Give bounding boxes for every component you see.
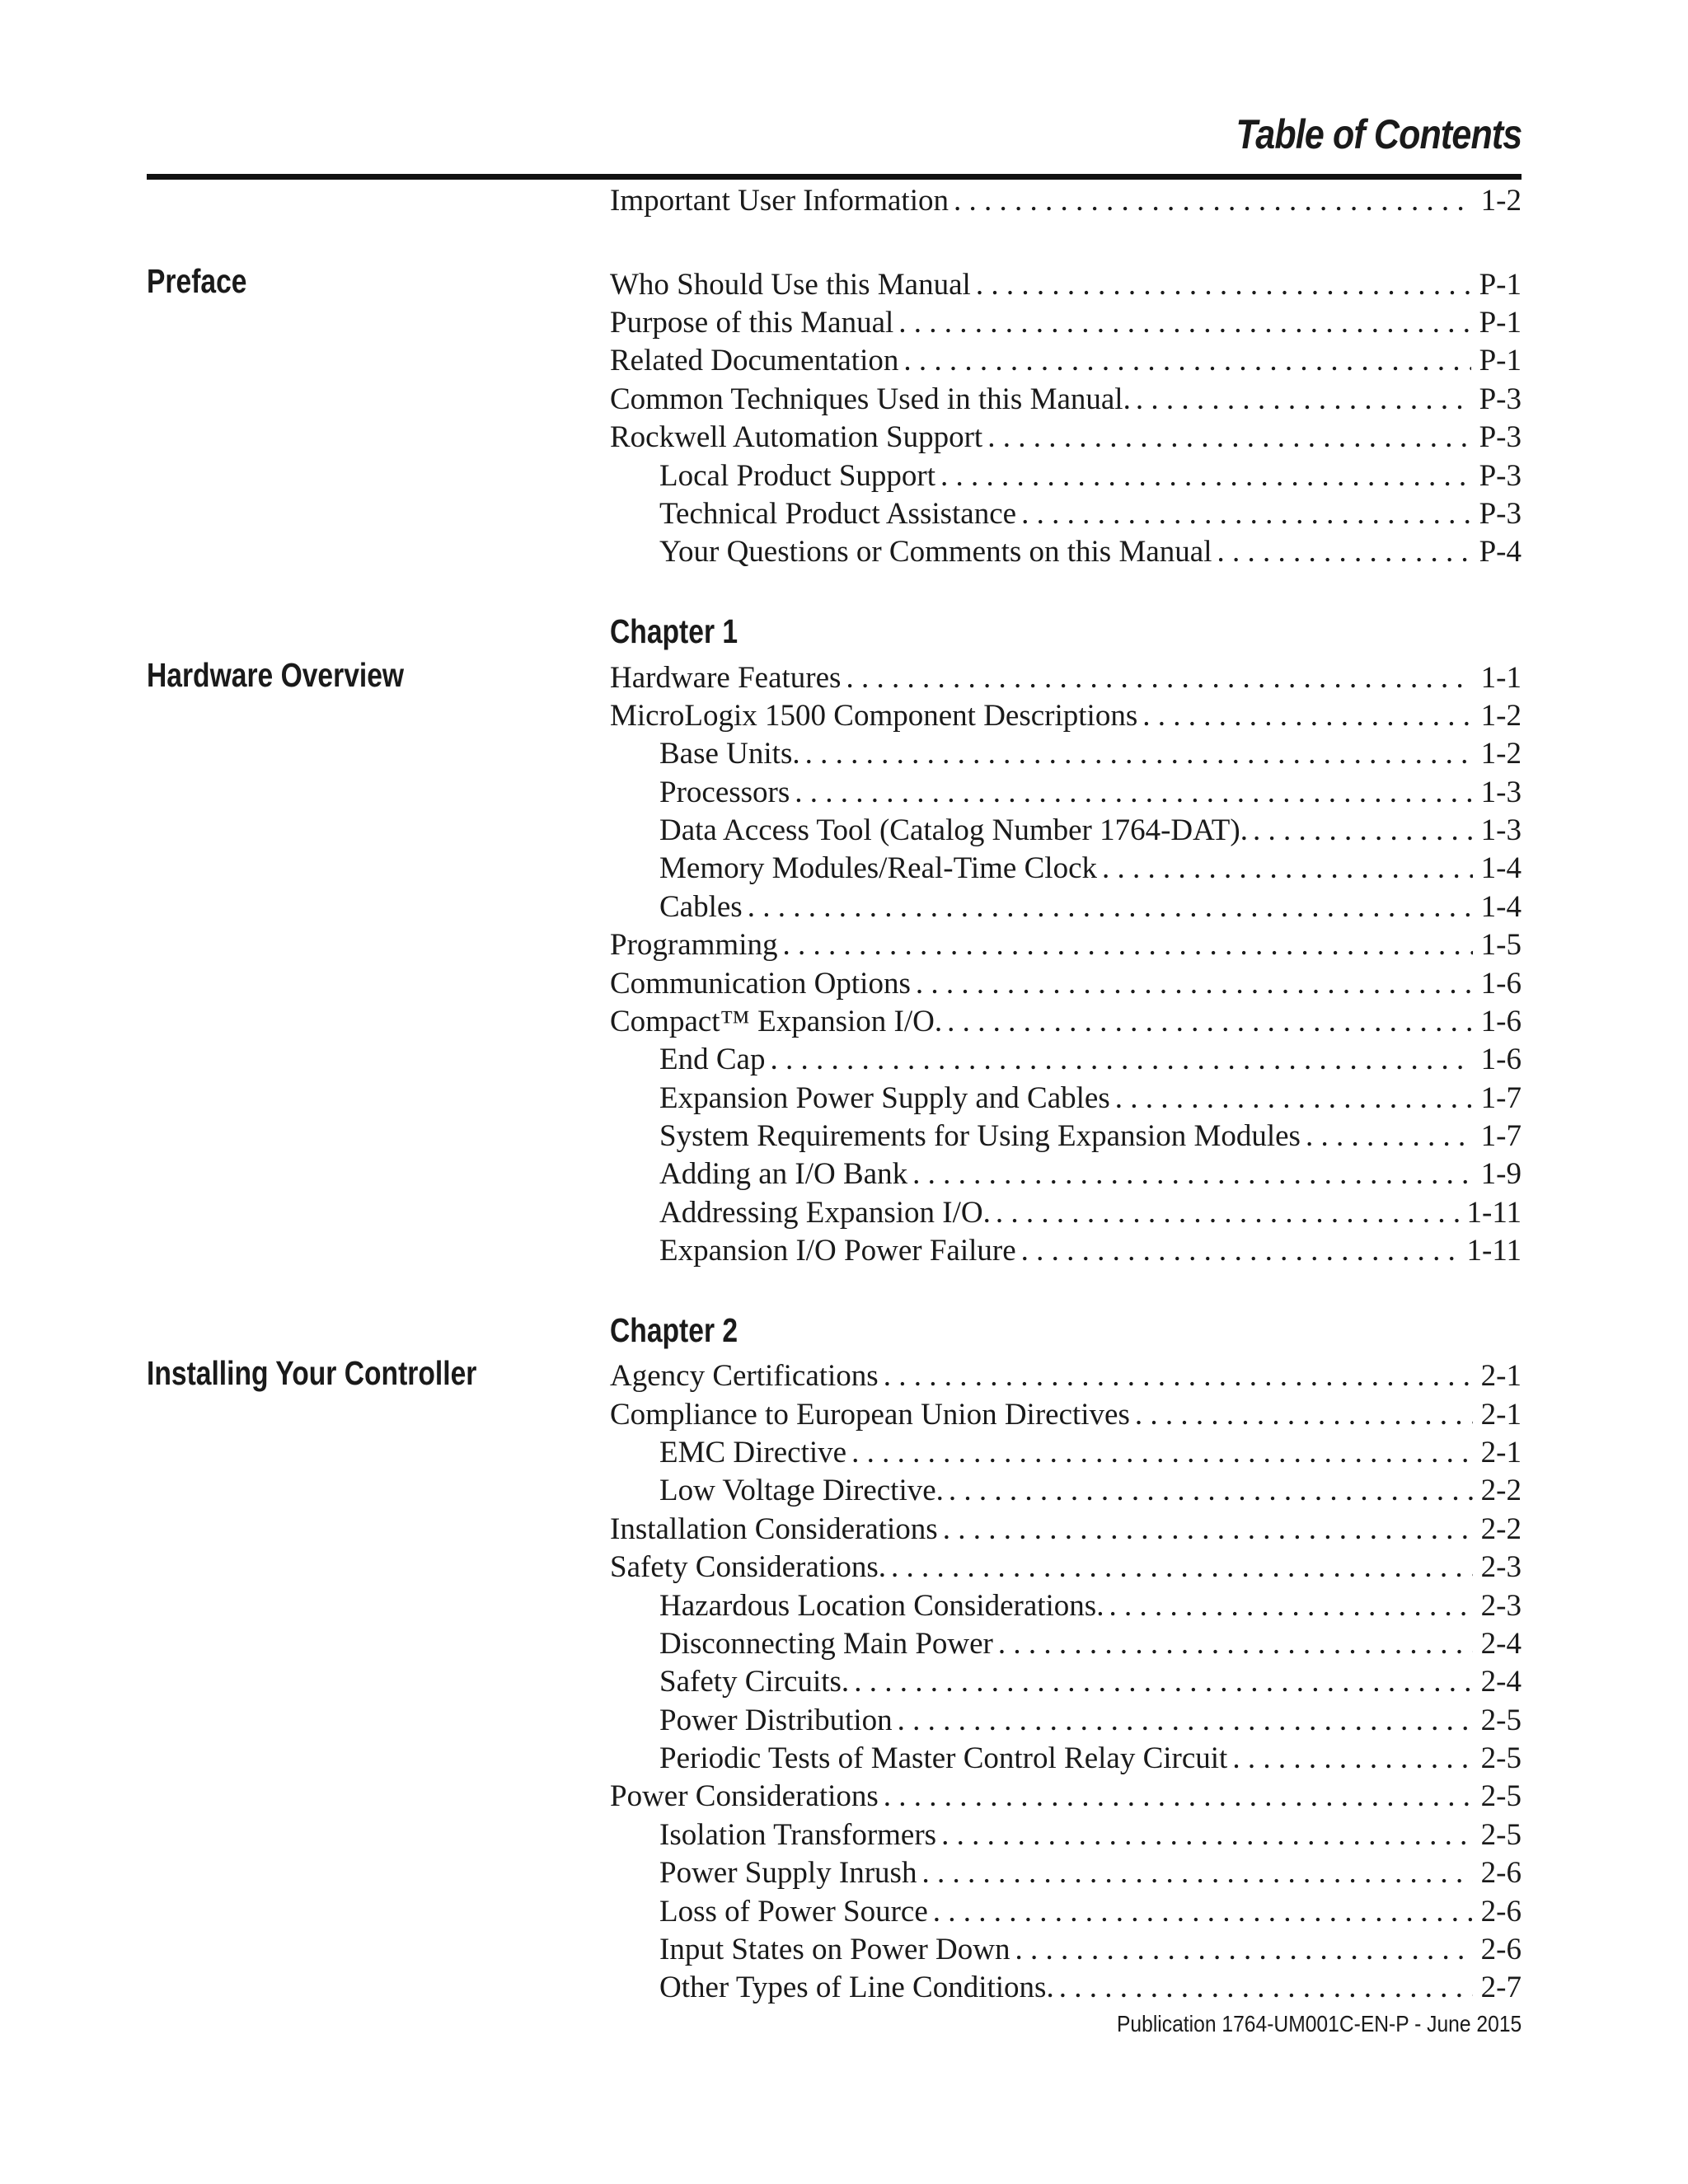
- toc-subentry[interactable]: [659, 888, 1522, 926]
- toc-entry-label: Safety Circuits.: [659, 1665, 850, 1699]
- toc-entry[interactable]: [610, 419, 1522, 457]
- toc-entry-label: Common Techniques Used in this Manual.: [610, 382, 1131, 416]
- toc-entry-page: P-3: [1479, 497, 1522, 531]
- dot-leader: [1135, 1396, 1473, 1434]
- toc-entry-page: 2-6: [1480, 1856, 1522, 1890]
- toc-entry[interactable]: [610, 182, 1522, 220]
- toc-entry-page: 2-2: [1480, 1512, 1522, 1546]
- toc-entry-page: 1-2: [1480, 699, 1522, 733]
- toc-subentry[interactable]: [659, 533, 1522, 571]
- toc-subentry[interactable]: [659, 1893, 1522, 1931]
- toc-entry-label: Important User Information: [610, 184, 949, 218]
- toc-entry[interactable]: [610, 926, 1522, 964]
- dot-leader: [898, 304, 1470, 342]
- toc-entry[interactable]: [610, 1511, 1522, 1549]
- toc-subentry[interactable]: [659, 850, 1522, 888]
- toc-entry-label: Cables: [659, 890, 743, 924]
- toc-entry-label: Rockwell Automation Support: [610, 420, 983, 454]
- dot-leader: [976, 266, 1471, 304]
- toc-entry-page: 1-9: [1480, 1157, 1522, 1191]
- toc-subentry[interactable]: [659, 1587, 1522, 1625]
- toc-entry[interactable]: [610, 697, 1522, 735]
- dot-leader: [1217, 533, 1470, 571]
- toc-entry-page: 2-5: [1480, 1779, 1522, 1813]
- toc-subentry[interactable]: [659, 1472, 1522, 1510]
- toc-subentry[interactable]: [659, 812, 1522, 850]
- toc-subentry[interactable]: [659, 1663, 1522, 1701]
- toc-entry-page: P-1: [1479, 344, 1522, 377]
- dot-leader: [1109, 1587, 1472, 1625]
- toc-entry-page: 2-4: [1480, 1665, 1522, 1699]
- toc-entry-label: Adding an I/O Bank: [659, 1157, 908, 1191]
- toc-entry-label: Input States on Power Down: [659, 1933, 1010, 1966]
- toc-entry-label: Periodic Tests of Master Control Relay Circuit: [659, 1741, 1228, 1775]
- toc-entry-label: System Requirements for Using Expansion Modules: [659, 1119, 1301, 1153]
- dot-leader: [795, 774, 1472, 812]
- dot-leader: [770, 1041, 1472, 1079]
- toc-entry-page: 1-4: [1480, 851, 1522, 885]
- toc-subentry[interactable]: [659, 1702, 1522, 1740]
- dot-leader: [851, 1434, 1473, 1472]
- toc-entry[interactable]: [610, 381, 1522, 419]
- dot-leader: [891, 1549, 1473, 1586]
- toc-entry-page: 1-1: [1480, 661, 1522, 695]
- dot-leader: [1136, 381, 1471, 419]
- toc-entry-page: 2-6: [1480, 1895, 1522, 1929]
- chapter-heading-1: Chapter 1: [610, 612, 738, 650]
- toc-entry[interactable]: [610, 1549, 1522, 1586]
- toc-entry-label: Safety Considerations.: [610, 1550, 887, 1584]
- toc-subentry[interactable]: [659, 1625, 1522, 1663]
- toc-entry-label: MicroLogix 1500 Component Descriptions: [610, 699, 1138, 733]
- toc-subentry[interactable]: [659, 1740, 1522, 1778]
- toc-subentry[interactable]: [659, 1931, 1522, 1969]
- toc-entry-label: Agency Certifications: [610, 1359, 879, 1393]
- dot-leader: [884, 1778, 1473, 1816]
- toc-entry-page: 2-2: [1480, 1474, 1522, 1507]
- toc-entry-label: Compliance to European Union Directives: [610, 1398, 1130, 1432]
- toc-entry-label: Isolation Transformers: [659, 1818, 937, 1852]
- dot-leader: [898, 1702, 1473, 1740]
- toc-subentry[interactable]: [659, 495, 1522, 533]
- toc-entry[interactable]: [610, 266, 1522, 304]
- toc-subentry[interactable]: [659, 1434, 1522, 1472]
- toc-entry-label: Hazardous Location Considerations.: [659, 1589, 1104, 1623]
- toc-entry-label: Power Supply Inrush: [659, 1856, 917, 1890]
- chapter-heading-2: Chapter 2: [610, 1311, 738, 1349]
- dot-leader: [921, 1854, 1472, 1892]
- dot-leader: [912, 1155, 1473, 1193]
- dot-leader: [846, 659, 1472, 697]
- toc-entry-page: P-3: [1479, 382, 1522, 416]
- toc-entry-label: EMC Directive: [659, 1436, 847, 1469]
- toc-entry-page: 2-1: [1480, 1398, 1522, 1432]
- toc-entry[interactable]: [610, 1357, 1522, 1395]
- toc-entry-label: Programming: [610, 928, 778, 962]
- toc-subentry[interactable]: [659, 774, 1522, 812]
- toc-entry-label: Data Access Tool (Catalog Number 1764-DAT).: [659, 813, 1248, 847]
- toc-entry-label: Addressing Expansion I/O.: [659, 1196, 991, 1230]
- toc-entry-page: 2-3: [1480, 1550, 1522, 1584]
- toc-entry-page: 2-6: [1480, 1933, 1522, 1966]
- dot-leader: [748, 888, 1473, 926]
- toc-entry-label: Technical Product Assistance: [659, 497, 1017, 531]
- toc-entry-label: Power Considerations: [610, 1779, 879, 1813]
- toc-entry-label: Loss of Power Source: [659, 1895, 928, 1929]
- toc-entry[interactable]: [610, 304, 1522, 342]
- toc-subentry[interactable]: [659, 1816, 1522, 1854]
- toc-entry-page: 1-6: [1480, 1005, 1522, 1038]
- toc-entry-page: P-1: [1479, 268, 1522, 302]
- dot-leader: [998, 1625, 1473, 1663]
- dot-leader: [1253, 812, 1473, 850]
- toc-entry-page: P-1: [1479, 306, 1522, 340]
- toc-entry-label: Communication Options: [610, 967, 911, 1001]
- toc-entry-page: 2-3: [1480, 1589, 1522, 1623]
- toc-subentry[interactable]: [659, 1854, 1522, 1892]
- toc-entry-page: 2-1: [1480, 1359, 1522, 1393]
- toc-entry-label: Who Should Use this Manual: [610, 268, 971, 302]
- dot-leader: [1306, 1118, 1473, 1155]
- toc-entry-label: Installation Considerations: [610, 1512, 938, 1546]
- toc-subentry[interactable]: [659, 1232, 1522, 1270]
- toc-subentry[interactable]: [659, 1194, 1522, 1232]
- toc-entry-label: Hardware Features: [610, 661, 842, 695]
- toc-entry-label: End Cap: [659, 1043, 766, 1076]
- toc-entry-label: Other Types of Line Conditions.: [659, 1971, 1054, 2004]
- toc-entry-label: Expansion Power Supply and Cables: [659, 1081, 1110, 1115]
- toc-entry-label: Disconnecting Main Power: [659, 1627, 993, 1661]
- toc-subentry[interactable]: [659, 1118, 1522, 1155]
- toc-entry-label: Your Questions or Comments on this Manual: [659, 535, 1212, 569]
- toc-entry-page: 1-5: [1480, 928, 1522, 962]
- toc-entry-label: Compact™ Expansion I/O.: [610, 1005, 943, 1038]
- dot-leader: [949, 1472, 1473, 1510]
- dot-leader: [954, 182, 1473, 220]
- dot-leader: [947, 1003, 1473, 1041]
- toc-entry-label: Processors: [659, 776, 790, 809]
- dot-leader: [1021, 495, 1471, 533]
- toc-entry-label: Related Documentation: [610, 344, 899, 377]
- toc-entry-page: P-3: [1479, 459, 1522, 493]
- dot-leader: [987, 419, 1470, 457]
- toc-entry-page: 1-7: [1480, 1119, 1522, 1153]
- dot-leader: [996, 1194, 1459, 1232]
- toc-entry-page: 2-5: [1480, 1741, 1522, 1775]
- dot-leader: [1015, 1931, 1472, 1969]
- section-heading-installing-your-controller: Installing Your Controller: [147, 1354, 477, 1392]
- title-rule: [147, 174, 1522, 180]
- toc-entry-label: Purpose of this Manual: [610, 306, 894, 340]
- toc-entry-page: P-3: [1479, 420, 1522, 454]
- toc-entry-label: Expansion I/O Power Failure: [659, 1234, 1016, 1268]
- toc-subentry[interactable]: [659, 457, 1522, 495]
- toc-entry[interactable]: [610, 1396, 1522, 1434]
- dot-leader: [941, 1816, 1473, 1854]
- page-title: Table of Contents: [1236, 111, 1522, 157]
- toc-subentry[interactable]: [659, 1969, 1522, 2007]
- dot-leader: [940, 457, 1471, 495]
- toc-entry-page: 2-4: [1480, 1627, 1522, 1661]
- dot-leader: [1115, 1080, 1473, 1118]
- toc-entry-label: Power Distribution: [659, 1704, 893, 1737]
- toc-entry-page: 1-3: [1480, 813, 1522, 847]
- dot-leader: [903, 342, 1470, 380]
- toc-entry-label: Low Voltage Directive.: [659, 1474, 944, 1507]
- toc-entry-page: 2-7: [1480, 1971, 1522, 2004]
- toc-entry-page: 1-6: [1480, 1043, 1522, 1076]
- toc-subentry[interactable]: [659, 1155, 1522, 1193]
- toc-entry-page: 1-2: [1480, 737, 1522, 771]
- toc-entry-page: 1-2: [1480, 184, 1522, 218]
- toc-entry-label: Memory Modules/Real-Time Clock: [659, 851, 1097, 885]
- toc-entry-page: 1-7: [1480, 1081, 1522, 1115]
- toc-entry-page: 2-1: [1480, 1436, 1522, 1469]
- dot-leader: [916, 965, 1473, 1003]
- publication-footer: Publication 1764-UM001C-EN-P - June 2015: [1116, 2011, 1522, 2036]
- toc-entry-page: 1-6: [1480, 967, 1522, 1001]
- dot-leader: [1232, 1740, 1472, 1778]
- toc-entry-page: 2-5: [1480, 1704, 1522, 1737]
- toc-entry[interactable]: [610, 965, 1522, 1003]
- section-heading-hardware-overview: Hardware Overview: [147, 656, 405, 694]
- toc-entry-page: 2-5: [1480, 1818, 1522, 1852]
- toc-entry-page: 1-3: [1480, 776, 1522, 809]
- toc-subentry[interactable]: [659, 1041, 1522, 1079]
- dot-leader: [1142, 697, 1472, 735]
- toc-entry-page: 1-11: [1466, 1234, 1522, 1268]
- toc-entry[interactable]: [610, 342, 1522, 380]
- toc-subentry[interactable]: [659, 1080, 1522, 1118]
- dot-leader: [884, 1357, 1473, 1395]
- dot-leader: [805, 735, 1473, 773]
- dot-leader: [854, 1663, 1472, 1701]
- toc-entry-label: Base Units.: [659, 737, 800, 771]
- toc-subentry[interactable]: [659, 735, 1522, 773]
- dot-leader: [1102, 850, 1473, 888]
- toc-entry[interactable]: [610, 1003, 1522, 1041]
- toc-entry-page: P-4: [1479, 535, 1522, 569]
- toc-entry-page: 1-11: [1466, 1196, 1522, 1230]
- dot-leader: [782, 926, 1472, 964]
- dot-leader: [943, 1511, 1473, 1549]
- toc-entry[interactable]: [610, 1778, 1522, 1816]
- section-heading-preface: Preface: [147, 262, 247, 300]
- dot-leader: [1021, 1232, 1459, 1270]
- toc-entry-label: Local Product Support: [659, 459, 936, 493]
- dot-leader: [933, 1893, 1473, 1931]
- toc-entry-page: 1-4: [1480, 890, 1522, 924]
- toc-entry[interactable]: [610, 659, 1522, 697]
- dot-leader: [1059, 1969, 1473, 2007]
